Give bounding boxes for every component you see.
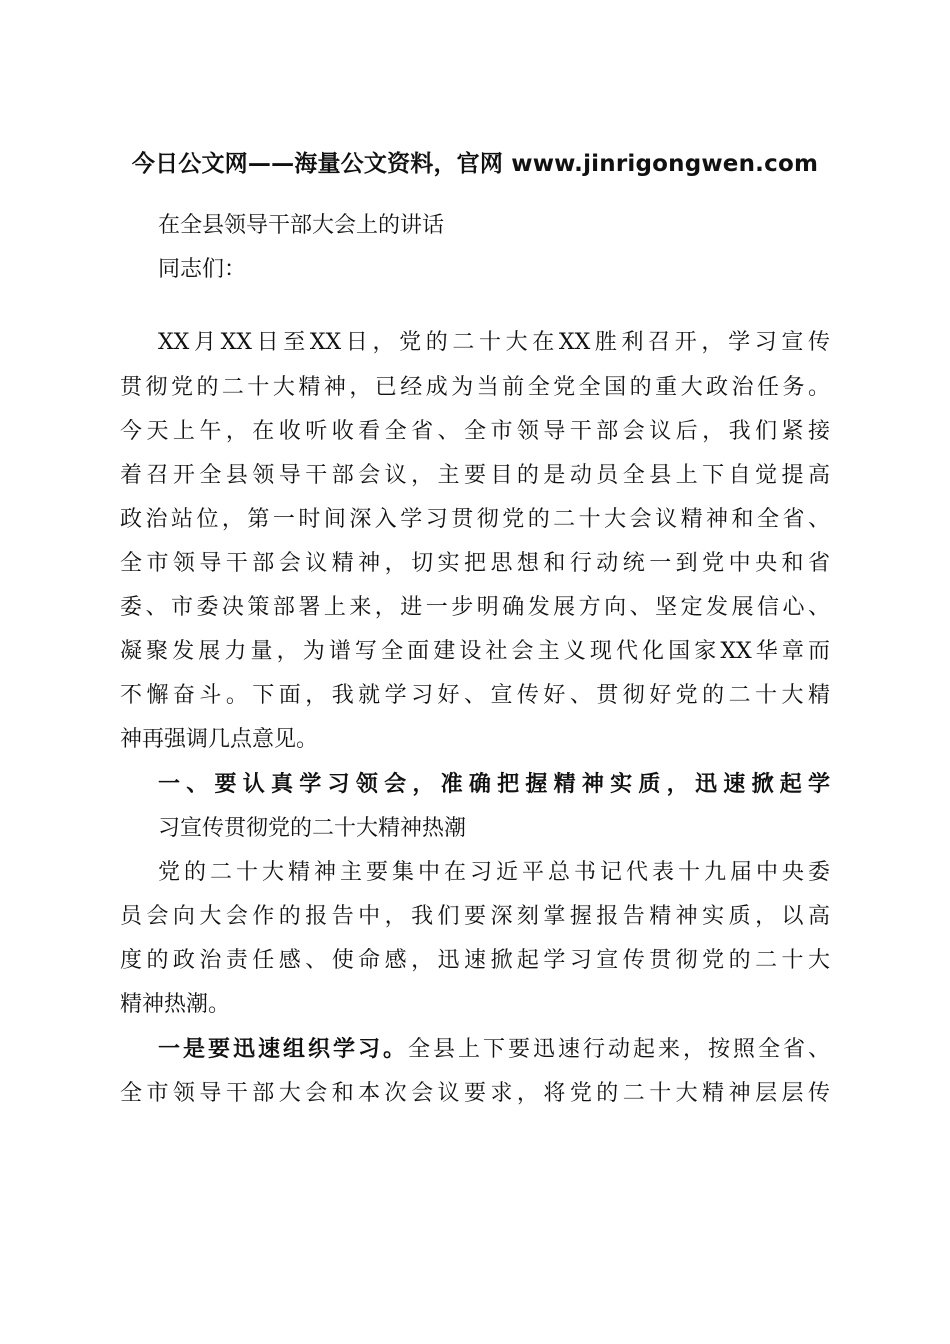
section-heading: 一、要认真学习领会，准确把握精神实质，迅速掀起学 bbox=[158, 772, 830, 797]
paragraph-line: 神再强调几点意见。 bbox=[120, 727, 319, 752]
paragraph-line: 着召开全县领导干部会议，主要目的是动员全县上下自觉提高 bbox=[120, 463, 830, 488]
point-text: 全县上下要迅速行动起来，按照全省、 bbox=[408, 1037, 830, 1062]
paragraph-line: 党的二十大精神主要集中在习近平总书记代表十九届中央委 bbox=[158, 860, 830, 885]
paragraph-line: 贯彻党的二十大精神，已经成为当前全党全国的重大政治任务。 bbox=[120, 375, 830, 400]
paragraph-line: 度的政治责任感、使命感，迅速掀起学习宣传贯彻党的二十大 bbox=[120, 948, 830, 973]
paragraph-line: 委、市委决策部署上来，进一步明确发展方向、坚定发展信心、 bbox=[120, 595, 830, 620]
salutation: 同志们： bbox=[158, 257, 247, 282]
paragraph-line: 员会向大会作的报告中，我们要深刻掌握报告精神实质，以高 bbox=[120, 904, 830, 929]
paragraph-line: 不懈奋斗。下面，我就学习好、宣传好、贯彻好党的二十大精 bbox=[120, 683, 830, 708]
paragraph-line: 凝聚发展力量，为谱写全面建设社会主义现代化国家XX华章而 bbox=[120, 639, 830, 664]
site-header: 今日公文网——海量公文资料，官网 www.jinrigongwen.com bbox=[131, 151, 819, 177]
paragraph-line: 今天上午，在收听收看全省、全市领导干部会议后，我们紧接 bbox=[120, 419, 830, 444]
speech-title: 在全县领导干部大会上的讲话 bbox=[158, 213, 445, 238]
paragraph-line: 全市领导干部大会和本次会议要求，将党的二十大精神层层传 bbox=[120, 1081, 830, 1106]
paragraph-line: XX月XX日至XX日，党的二十大在XX胜利召开，学习宣传 bbox=[158, 330, 830, 355]
point-lead: 一是要迅速组织学习。 bbox=[158, 1037, 408, 1062]
paragraph-line: 政治站位，第一时间深入学习贯彻党的二十大会议精神和全省、 bbox=[120, 507, 830, 532]
section-heading-continuation: 习宣传贯彻党的二十大精神热潮 bbox=[158, 816, 467, 841]
paragraph-line bbox=[158, 1032, 830, 1068]
paragraph-line: 全市领导干部会议精神，切实把思想和行动统一到党中央和省 bbox=[120, 551, 830, 576]
paragraph-line: 精神热潮。 bbox=[120, 992, 231, 1017]
